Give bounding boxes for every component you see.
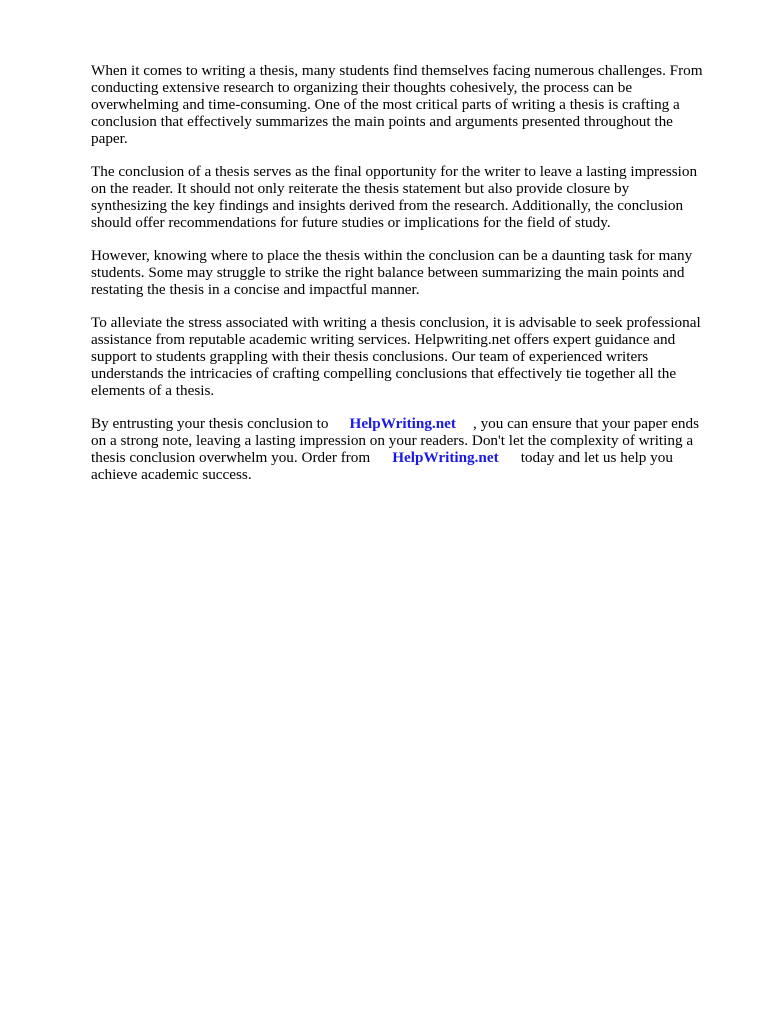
text-line: support to students grappling with their thesis conclusions. Our team of experienced writers (91, 348, 649, 365)
text-line: on the reader. It should not only reiterate the thesis statement but also provide closure by (91, 180, 630, 197)
text-line: restating the thesis in a concise and impactful manner. (91, 281, 420, 298)
text-line: However, knowing where to place the thesis within the conclusion can be a daunting task for many (91, 247, 693, 264)
text-segment: thesis conclusion overwhelm you. Order from (91, 449, 371, 466)
paragraph-call-to-action (91, 415, 731, 483)
paragraph-intro (91, 62, 731, 147)
text-line: To alleviate the stress associated with writing a thesis conclusion, it is advisable to seek professional (91, 314, 701, 331)
text-line: understands the intricacies of crafting compelling conclusions that effectively tie together all the (91, 365, 677, 382)
text-line: conclusion that effectively summarizes the main points and arguments presented throughout the (91, 113, 673, 130)
text-line: should offer recommendations for future studies or implications for the field of study. (91, 214, 611, 231)
text-line: When it comes to writing a thesis, many students find themselves facing numerous challenges. From (91, 62, 703, 79)
text-line: assistance from reputable academic writing services. Helpwriting.net offers expert guidance and (91, 331, 676, 348)
text-line: on a strong note, leaving a lasting impression on your readers. Don't let the complexity of writing a (91, 432, 694, 449)
text-segment: , you can ensure that your paper ends (472, 415, 700, 432)
text-line: conducting extensive research to organizing their thoughts cohesively, the process can be (91, 79, 633, 96)
helpwriting-link[interactable]: HelpWriting.net (349, 415, 456, 432)
text-line: paper. (91, 130, 128, 147)
text-line: students. Some may struggle to strike the right balance between summarizing the main points and (91, 264, 685, 281)
text-segment: By entrusting your thesis conclusion to (91, 415, 329, 432)
text-line: elements of a thesis. (91, 382, 215, 399)
text-line (91, 415, 731, 432)
helpwriting-link[interactable]: HelpWriting.net (392, 449, 499, 466)
paragraph-placement (91, 247, 731, 298)
document-page (91, 62, 731, 499)
text-line: synthesizing the key findings and insights derived from the research. Additionally, the conclusion (91, 197, 684, 214)
paragraph-conclusion-role (91, 163, 731, 231)
text-segment: today and let us help you (520, 449, 673, 466)
text-line: overwhelming and time-consuming. One of the most critical parts of writing a thesis is crafting a (91, 96, 680, 113)
text-line: achieve academic success. (91, 466, 252, 483)
text-line: The conclusion of a thesis serves as the final opportunity for the writer to leave a lasting impression (91, 163, 698, 180)
paragraph-assistance (91, 314, 731, 399)
text-line (91, 449, 731, 466)
